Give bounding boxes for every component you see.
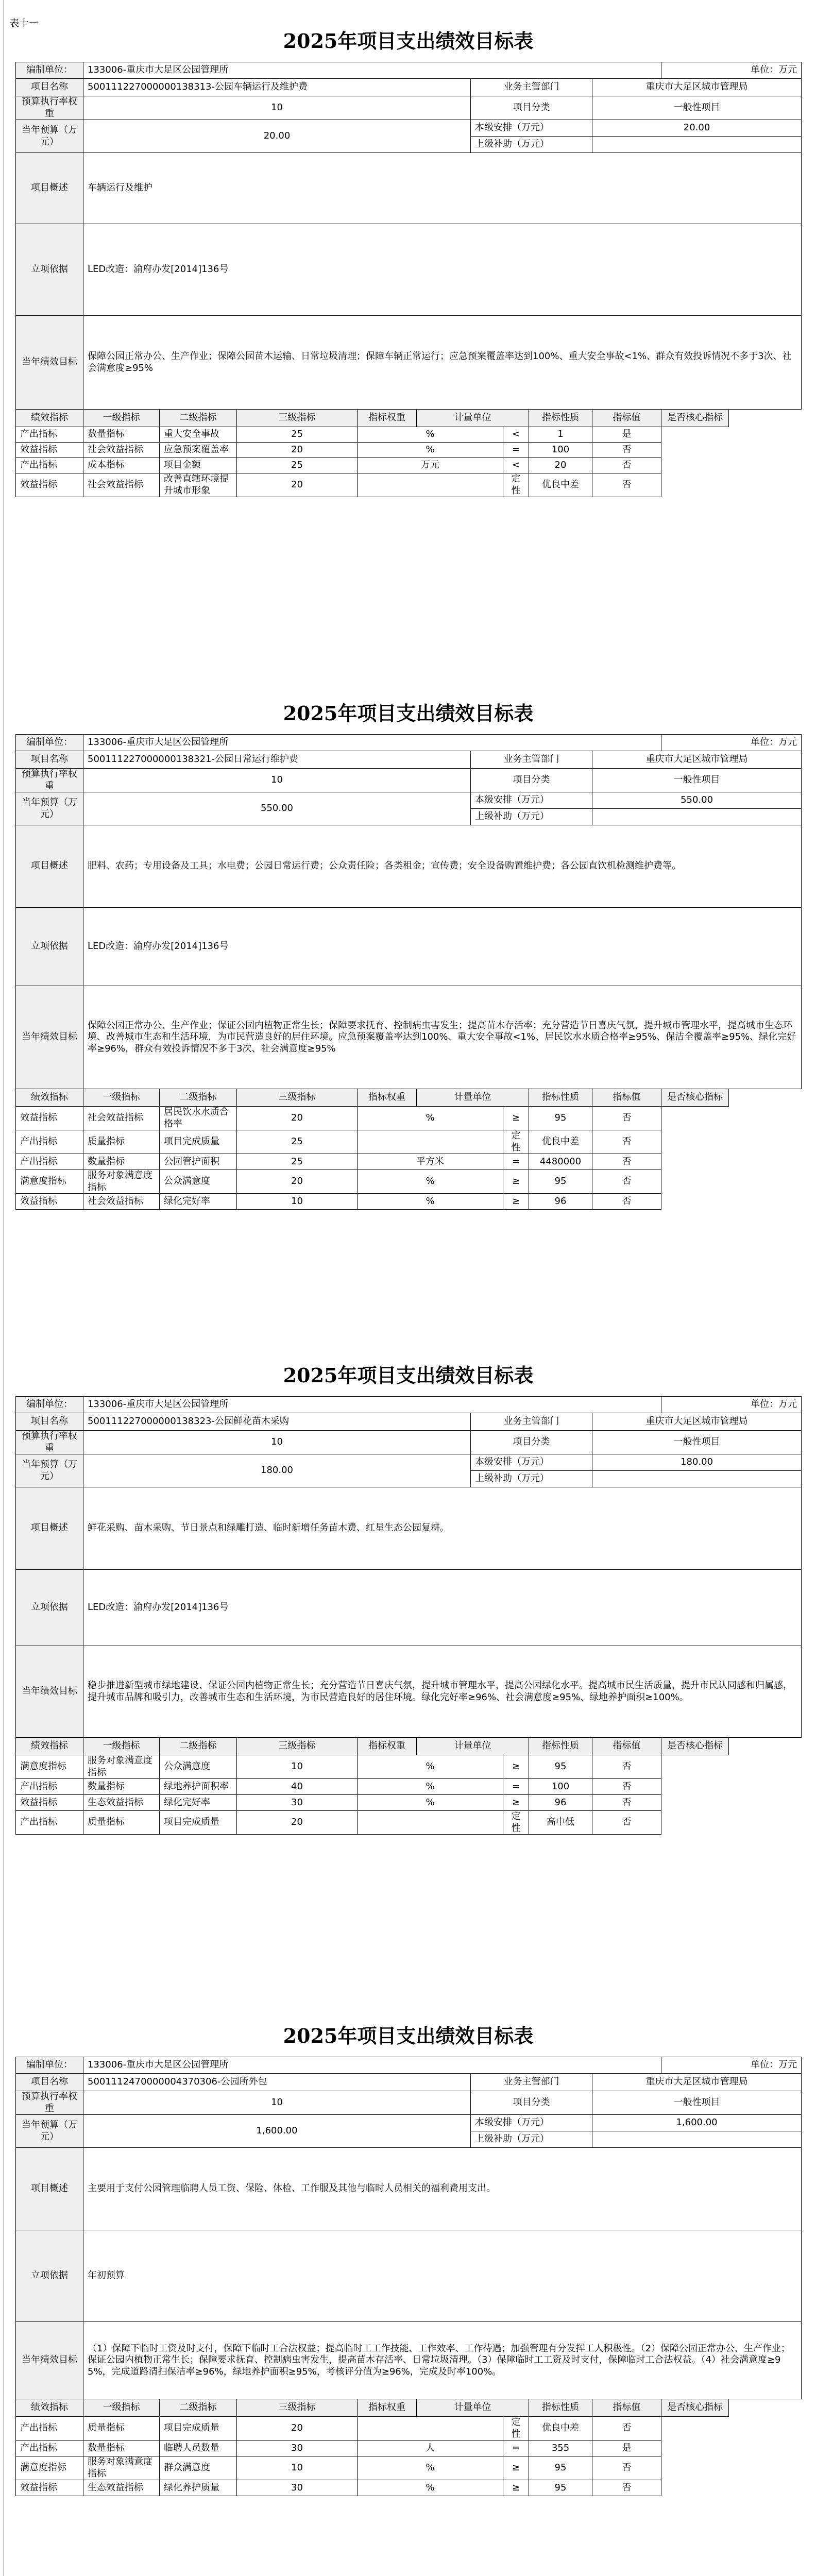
- indicator-nature: 定性: [503, 1130, 529, 1154]
- indicator-core: 否: [592, 1811, 661, 1835]
- header-nature: 指标性质: [529, 2399, 592, 2417]
- header-core: 是否核心指标: [661, 2399, 729, 2417]
- indicator-row: [16, 2417, 802, 2441]
- indicator-level3: 改善直辖环境提升城市形象: [160, 473, 237, 497]
- indicator-nature: <: [503, 427, 529, 443]
- basis-text: 年初预算: [83, 2230, 802, 2322]
- header-value: 指标值: [592, 2399, 661, 2417]
- indicator-measure-unit: %: [358, 1755, 503, 1779]
- indicator-level3: 居民饮水水质合格率: [160, 1107, 237, 1130]
- indicator-nature: ≥: [503, 1795, 529, 1811]
- indicator-row: [16, 1811, 802, 1835]
- indicator-weight: 20: [237, 443, 358, 458]
- budget-value: 180.00: [83, 1454, 471, 1487]
- indicator-weight: 25: [237, 458, 358, 473]
- bianzhi-label: 编制单位：: [16, 62, 83, 79]
- indicator-level1: 产出指标: [16, 1811, 83, 1835]
- indicator-value: 优良中差: [529, 1130, 592, 1154]
- dept-name: 重庆市大足区城市管理局: [592, 2074, 802, 2091]
- indicator-level2: 数量指标: [83, 2441, 160, 2456]
- indicator-measure-unit: 人: [358, 2441, 503, 2456]
- indicator-level2: 生态效益指标: [83, 1795, 160, 1811]
- bianzhi-label: 编制单位：: [16, 735, 83, 751]
- indicator-weight: 25: [237, 1154, 358, 1170]
- indicator-nature: =: [503, 1154, 529, 1170]
- bj-label: 本级安排（万元）: [471, 792, 592, 809]
- header-weight: 指标权重: [358, 1089, 417, 1107]
- indicator-level3: 临聘人员数量: [160, 2441, 237, 2456]
- performance-table: [15, 1396, 802, 1835]
- header-level3: 三级指标: [237, 1738, 358, 1755]
- indicator-nature: =: [503, 443, 529, 458]
- indicator-value: 95: [529, 2480, 592, 2496]
- overview-label: 项目概述: [16, 2148, 83, 2230]
- header-level2: 二级指标: [160, 2399, 237, 2417]
- indicator-level1: 产出指标: [16, 427, 83, 443]
- indicators-label: 绩效指标: [16, 2399, 83, 2417]
- indicator-weight: 10: [237, 1194, 358, 1210]
- indicator-level2: 质量指标: [83, 1130, 160, 1154]
- dept-name: 重庆市大足区城市管理局: [592, 79, 802, 96]
- indicator-level1: 效益指标: [16, 473, 83, 497]
- sheet-title: 2025年项目支出绩效目标表: [283, 702, 534, 725]
- header-level2: 二级指标: [160, 1738, 237, 1755]
- indicator-nature: ≥: [503, 2480, 529, 2496]
- sheet-title: 2025年项目支出绩效目标表: [283, 29, 534, 53]
- indicator-level2: 质量指标: [83, 1811, 160, 1835]
- indicator-level1: 效益指标: [16, 1107, 83, 1130]
- indicator-value: 95: [529, 2456, 592, 2480]
- indicator-row: [16, 2441, 802, 2456]
- indicator-nature: ≥: [503, 1107, 529, 1130]
- indicator-level1: 满意度指标: [16, 1170, 83, 1194]
- indicator-nature: ≥: [503, 1194, 529, 1210]
- indicator-row: [16, 2456, 802, 2480]
- indicators-label: 绩效指标: [16, 1738, 83, 1755]
- sj-value: [592, 1471, 802, 1487]
- indicator-measure-unit: %: [358, 1194, 503, 1210]
- header-level2: 二级指标: [160, 1089, 237, 1107]
- indicator-weight: 20: [237, 1170, 358, 1194]
- indicator-level2: 社会效益指标: [83, 1107, 160, 1130]
- bj-label: 本级安排（万元）: [471, 2115, 592, 2131]
- indicator-level3: 项目完成质量: [160, 1811, 237, 1835]
- header-measure-unit: 计量单位: [417, 1738, 529, 1755]
- sj-label: 上级补助（万元）: [471, 809, 592, 825]
- header-level3: 三级指标: [237, 410, 358, 427]
- header-weight: 指标权重: [358, 1738, 417, 1755]
- indicator-level1: 效益指标: [16, 1795, 83, 1811]
- indicator-measure-unit: %: [358, 1779, 503, 1795]
- indicator-level1: 产出指标: [16, 1779, 83, 1795]
- indicator-level2: 服务对象满意度指标: [83, 2456, 160, 2480]
- header-value: 指标值: [592, 1738, 661, 1755]
- header-level3: 三级指标: [237, 1089, 358, 1107]
- indicator-row: [16, 2480, 802, 2496]
- indicator-row: [16, 1154, 802, 1170]
- unit-name: 133006-重庆市大足区公园管理所: [83, 1397, 661, 1413]
- unit-name: 133006-重庆市大足区公园管理所: [83, 2057, 661, 2074]
- indicator-level3: 项目完成质量: [160, 2417, 237, 2441]
- indicator-level2: 质量指标: [83, 2417, 160, 2441]
- indicator-level1: 产出指标: [16, 1154, 83, 1170]
- goal-label: 当年绩效目标: [16, 986, 83, 1089]
- project-name: 500111227000000138323-公园鲜花苗木采购: [83, 1413, 471, 1431]
- indicator-core: 否: [592, 1107, 661, 1130]
- indicator-weight: 30: [237, 1795, 358, 1811]
- indicator-row: [16, 473, 802, 497]
- unit-name: 133006-重庆市大足区公园管理所: [83, 62, 661, 79]
- category-value: 一般性项目: [592, 2091, 802, 2115]
- header-nature: 指标性质: [529, 1738, 592, 1755]
- header-core: 是否核心指标: [661, 1089, 729, 1107]
- weight-value: 10: [83, 769, 471, 792]
- goal-text: 稳步推进新型城市绿地建设、保证公园内植物正常生长；充分营造节日喜庆气氛，提升城市管理水平，提高公园绿化水平。提高城市民生活质量，提升市民认同感和归属感，提升城市品牌和吸引力，改善城市生态和生活环境，为市民营造良好的居住环境。绿化完好率≥96%、社会满意度≥95%、绿地养护面积≥100%。: [83, 1646, 802, 1738]
- indicator-measure-unit: [358, 2417, 503, 2441]
- indicator-weight: 20: [237, 1811, 358, 1835]
- weight-value: 10: [83, 2091, 471, 2115]
- indicator-nature: 定性: [503, 2417, 529, 2441]
- indicator-measure-unit: 万元: [358, 458, 503, 473]
- sj-label: 上级补助（万元）: [471, 1471, 592, 1487]
- indicator-measure-unit: %: [358, 1107, 503, 1130]
- budget-value: 550.00: [83, 792, 471, 825]
- indicator-measure-unit: %: [358, 443, 503, 458]
- goal-label: 当年绩效目标: [16, 2322, 83, 2399]
- indicator-level1: 满意度指标: [16, 1755, 83, 1779]
- indicator-row: [16, 1755, 802, 1779]
- budget-value: 20.00: [83, 120, 471, 153]
- indicator-value: 95: [529, 1755, 592, 1779]
- header-core: 是否核心指标: [661, 410, 729, 427]
- indicator-level1: 产出指标: [16, 1130, 83, 1154]
- sj-value: [592, 809, 802, 825]
- budget-label: 当年预算（万元）: [16, 120, 83, 153]
- goal-label: 当年绩效目标: [16, 1646, 83, 1738]
- goal-text: 保障公园正常办公、生产作业；保障公园苗木运输、日常垃圾清理；保障车辆正常运行；应急预案覆盖率达到100%、重大安全事故<1%、群众有效投诉情况不多于3次、社会满意度≥95%: [83, 316, 802, 410]
- indicator-measure-unit: %: [358, 427, 503, 443]
- indicator-value: 4480000: [529, 1154, 592, 1170]
- bj-value: 180.00: [592, 1454, 802, 1471]
- project-name-label: 项目名称: [16, 751, 83, 769]
- money-unit: 单位：万元: [661, 1397, 802, 1413]
- indicator-row: [16, 443, 802, 458]
- page-label: 表十一: [9, 18, 39, 29]
- indicator-nature: 定性: [503, 473, 529, 497]
- indicator-weight: 40: [237, 1779, 358, 1795]
- money-unit: 单位：万元: [661, 735, 802, 751]
- indicator-measure-unit: %: [358, 2456, 503, 2480]
- weight-value: 10: [83, 96, 471, 120]
- dept-label: 业务主管部门: [471, 79, 592, 96]
- indicator-core: 否: [592, 2456, 661, 2480]
- header-core: 是否核心指标: [661, 1738, 729, 1755]
- header-level3: 三级指标: [237, 2399, 358, 2417]
- overview-text: 车辆运行及维护: [83, 153, 802, 224]
- indicator-core: 否: [592, 443, 661, 458]
- overview-text: 鲜花采购、苗木采购、节日景点和绿雕打造、临时新增任务苗木费、红星生态公园复耕。: [83, 1487, 802, 1570]
- bianzhi-label: 编制单位：: [16, 2057, 83, 2074]
- budget-label: 当年预算（万元）: [16, 1454, 83, 1487]
- indicator-core: 否: [592, 1779, 661, 1795]
- indicator-level2: 生态效益指标: [83, 2480, 160, 2496]
- indicator-level2: 社会效益指标: [83, 473, 160, 497]
- indicator-level1: 效益指标: [16, 2480, 83, 2496]
- indicator-nature: <: [503, 458, 529, 473]
- indicator-value: 100: [529, 1779, 592, 1795]
- basis-label: 立项依据: [16, 1570, 83, 1646]
- indicator-level3: 群众满意度: [160, 2456, 237, 2480]
- indicator-weight: 25: [237, 1130, 358, 1154]
- basis-label: 立项依据: [16, 908, 83, 986]
- indicator-value: 95: [529, 1107, 592, 1130]
- indicator-core: 否: [592, 1755, 661, 1779]
- goal-text: （1）保障下临时工资及时支付，保障下临时工合法权益；提高临时工工作技能、工作效率、工作待遇；加强管理有分发挥工人积极性。（2）保障公园正常办公、生产作业；保证公园内植物正常生长；保障要求抚育、控制病虫害发生，提高苗木存活率、日常垃圾清理。（3）保障临时工工资及时支付，保障临时工合法权益。（4）社会满意度≥95%，完成道路清扫保洁率≥96%，绿地养护面积≥95%，考核评分值为≥96%，完成及时率100%。: [83, 2322, 802, 2399]
- indicator-nature: =: [503, 2441, 529, 2456]
- indicator-weight: 10: [237, 1755, 358, 1779]
- indicator-level3: 绿化完好率: [160, 1795, 237, 1811]
- indicator-level2: 数量指标: [83, 1779, 160, 1795]
- money-unit: 单位：万元: [661, 2057, 802, 2074]
- header-level1: 一级指标: [83, 1738, 160, 1755]
- indicator-measure-unit: %: [358, 1170, 503, 1194]
- indicator-value: 96: [529, 1194, 592, 1210]
- bj-label: 本级安排（万元）: [471, 120, 592, 137]
- indicator-level3: 公众满意度: [160, 1755, 237, 1779]
- header-value: 指标值: [592, 1089, 661, 1107]
- indicator-level3: 绿化养护质量: [160, 2480, 237, 2496]
- indicator-core: 否: [592, 1154, 661, 1170]
- indicator-core: 否: [592, 1130, 661, 1154]
- weight-label: 预算执行率权重: [16, 2091, 83, 2115]
- bj-value: 550.00: [592, 792, 802, 809]
- bj-value: 1,600.00: [592, 2115, 802, 2131]
- overview-label: 项目概述: [16, 1487, 83, 1570]
- goal-text: 保障公园正常办公、生产作业；保证公园内植物正常生长；保障要求抚育、控制病虫害发生；提高苗木存活率；充分营造节日喜庆气氛，提升城市管理水平，提高城市生态环境、改善城市生态和生活环境，为市民营造良好的居住环境。应急预案覆盖率达到100%、重大安全事故<1%、居民饮水水质合格率≥95%、保洁全覆盖率≥95%、绿化完好率≥96%，群众有效投诉情况不多于3次、社会满意度≥95%: [83, 986, 802, 1089]
- dept-name: 重庆市大足区城市管理局: [592, 1413, 802, 1431]
- indicator-measure-unit: [358, 1811, 503, 1835]
- basis-label: 立项依据: [16, 224, 83, 316]
- indicator-row: [16, 458, 802, 473]
- indicator-row: [16, 1779, 802, 1795]
- indicator-measure-unit: %: [358, 2480, 503, 2496]
- sj-value: [592, 137, 802, 153]
- indicators-label: 绩效指标: [16, 410, 83, 427]
- indicator-core: 是: [592, 427, 661, 443]
- basis-label: 立项依据: [16, 2230, 83, 2322]
- indicator-measure-unit: [358, 473, 503, 497]
- basis-text: LED改造：渝府办发[2014]136号: [83, 908, 802, 986]
- indicator-nature: ≥: [503, 1170, 529, 1194]
- indicator-nature: 定性: [503, 1811, 529, 1835]
- category-label: 项目分类: [471, 769, 592, 792]
- budget-label: 当年预算（万元）: [16, 2115, 83, 2148]
- indicator-core: 否: [592, 2480, 661, 2496]
- indicator-level1: 产出指标: [16, 2417, 83, 2441]
- project-name-label: 项目名称: [16, 2074, 83, 2091]
- performance-table: [15, 734, 802, 1210]
- indicator-level2: 成本指标: [83, 458, 160, 473]
- overview-label: 项目概述: [16, 153, 83, 224]
- overview-text: 肥料、农药；专用设备及工具；水电费；公园日常运行费；公众责任险；各类租金；宣传费；安全设备购置维护费；各公园直饮机检测维护费等。: [83, 825, 802, 908]
- header-nature: 指标性质: [529, 1089, 592, 1107]
- indicator-level3: 项目完成质量: [160, 1130, 237, 1154]
- sheet-title: 2025年项目支出绩效目标表: [283, 1364, 534, 1387]
- indicator-level1: 产出指标: [16, 2441, 83, 2456]
- indicator-weight: 30: [237, 2480, 358, 2496]
- header-measure-unit: 计量单位: [417, 410, 529, 427]
- indicator-row: [16, 1107, 802, 1130]
- performance-sheet: [15, 693, 801, 1210]
- indicator-core: 否: [592, 458, 661, 473]
- indicator-value: 96: [529, 1795, 592, 1811]
- money-unit: 单位：万元: [661, 62, 802, 79]
- indicator-row: [16, 427, 802, 443]
- performance-table: [15, 2057, 802, 2496]
- sj-label: 上级补助（万元）: [471, 2131, 592, 2148]
- indicator-core: 否: [592, 473, 661, 497]
- indicator-level2: 数量指标: [83, 427, 160, 443]
- indicator-level1: 效益指标: [16, 1194, 83, 1210]
- indicator-core: 否: [592, 1170, 661, 1194]
- indicator-nature: ≥: [503, 2456, 529, 2480]
- performance-table: [15, 62, 802, 497]
- indicator-value: 95: [529, 1170, 592, 1194]
- project-name-label: 项目名称: [16, 1413, 83, 1431]
- indicator-level2: 服务对象满意度指标: [83, 1170, 160, 1194]
- header-level2: 二级指标: [160, 410, 237, 427]
- indicator-row: [16, 1170, 802, 1194]
- category-value: 一般性项目: [592, 769, 802, 792]
- indicator-value: 优良中差: [529, 2417, 592, 2441]
- indicator-level1: 效益指标: [16, 443, 83, 458]
- indicator-row: [16, 1795, 802, 1811]
- header-level1: 一级指标: [83, 410, 160, 427]
- header-measure-unit: 计量单位: [417, 2399, 529, 2417]
- indicators-label: 绩效指标: [16, 1089, 83, 1107]
- indicator-level2: 社会效益指标: [83, 443, 160, 458]
- indicator-core: 否: [592, 1194, 661, 1210]
- indicator-measure-unit: [358, 1130, 503, 1154]
- category-label: 项目分类: [471, 96, 592, 120]
- indicator-level2: 社会效益指标: [83, 1194, 160, 1210]
- performance-sheet: [15, 1355, 801, 1835]
- indicator-value: 100: [529, 443, 592, 458]
- dept-label: 业务主管部门: [471, 2074, 592, 2091]
- bianzhi-label: 编制单位：: [16, 1397, 83, 1413]
- weight-label: 预算执行率权重: [16, 1431, 83, 1454]
- indicator-value: 1: [529, 427, 592, 443]
- indicator-level3: 项目金额: [160, 458, 237, 473]
- performance-sheet: [15, 2015, 801, 2496]
- sj-value: [592, 2131, 802, 2148]
- page-edge: [3, 0, 4, 2576]
- weight-value: 10: [83, 1431, 471, 1454]
- indicator-value: 高中低: [529, 1811, 592, 1835]
- project-name: 500111227000000138321-公园日常运行维护费: [83, 751, 471, 769]
- indicator-level3: 公众满意度: [160, 1170, 237, 1194]
- indicator-value: 优良中差: [529, 473, 592, 497]
- weight-label: 预算执行率权重: [16, 769, 83, 792]
- category-label: 项目分类: [471, 2091, 592, 2115]
- indicator-level2: 数量指标: [83, 1154, 160, 1170]
- indicator-weight: 20: [237, 473, 358, 497]
- indicator-measure-unit: %: [358, 1795, 503, 1811]
- header-weight: 指标权重: [358, 410, 417, 427]
- header-level1: 一级指标: [83, 1089, 160, 1107]
- indicator-weight: 10: [237, 2456, 358, 2480]
- indicator-nature: ≥: [503, 1755, 529, 1779]
- indicator-core: 否: [592, 1795, 661, 1811]
- unit-name: 133006-重庆市大足区公园管理所: [83, 735, 661, 751]
- indicator-weight: 30: [237, 2441, 358, 2456]
- sheet-title: 2025年项目支出绩效目标表: [283, 2024, 534, 2047]
- indicator-weight: 20: [237, 1107, 358, 1130]
- indicator-level3: 绿地养护面积率: [160, 1779, 237, 1795]
- indicator-value: 20: [529, 458, 592, 473]
- indicator-weight: 20: [237, 2417, 358, 2441]
- budget-value: 1,600.00: [83, 2115, 471, 2148]
- indicator-nature: =: [503, 1779, 529, 1795]
- indicator-level1: 产出指标: [16, 458, 83, 473]
- category-label: 项目分类: [471, 1431, 592, 1454]
- header-level1: 一级指标: [83, 2399, 160, 2417]
- indicator-level2: 服务对象满意度指标: [83, 1755, 160, 1779]
- dept-name: 重庆市大足区城市管理局: [592, 751, 802, 769]
- project-name: 500111227000000138313-公园车辆运行及维护费: [83, 79, 471, 96]
- header-measure-unit: 计量单位: [417, 1089, 529, 1107]
- basis-text: LED改造：渝府办发[2014]136号: [83, 1570, 802, 1646]
- header-value: 指标值: [592, 410, 661, 427]
- indicator-level1: 满意度指标: [16, 2456, 83, 2480]
- dept-label: 业务主管部门: [471, 1413, 592, 1431]
- indicator-core: 否: [592, 2417, 661, 2441]
- basis-text: LED改造：渝府办发[2014]136号: [83, 224, 802, 316]
- overview-text: 主要用于支付公园管理临聘人员工资、保险、体检、工作服及其他与临时人员相关的福利费用支出。: [83, 2148, 802, 2230]
- bj-value: 20.00: [592, 120, 802, 137]
- header-weight: 指标权重: [358, 2399, 417, 2417]
- goal-label: 当年绩效目标: [16, 316, 83, 410]
- indicator-row: [16, 1194, 802, 1210]
- bj-label: 本级安排（万元）: [471, 1454, 592, 1471]
- indicator-weight: 25: [237, 427, 358, 443]
- performance-sheet: [15, 21, 801, 497]
- indicator-measure-unit: 平方米: [358, 1154, 503, 1170]
- budget-label: 当年预算（万元）: [16, 792, 83, 825]
- indicator-value: 355: [529, 2441, 592, 2456]
- header-nature: 指标性质: [529, 410, 592, 427]
- weight-label: 预算执行率权重: [16, 96, 83, 120]
- project-name-label: 项目名称: [16, 79, 83, 96]
- indicator-row: [16, 1130, 802, 1154]
- dept-label: 业务主管部门: [471, 751, 592, 769]
- category-value: 一般性项目: [592, 96, 802, 120]
- indicator-level3: 应急预案覆盖率: [160, 443, 237, 458]
- category-value: 一般性项目: [592, 1431, 802, 1454]
- sj-label: 上级补助（万元）: [471, 137, 592, 153]
- indicator-level3: 公园管护面积: [160, 1154, 237, 1170]
- indicator-level3: 绿化完好率: [160, 1194, 237, 1210]
- indicator-core: 是: [592, 2441, 661, 2456]
- overview-label: 项目概述: [16, 825, 83, 908]
- project-name: 500111247000000437030​6-公园所外包: [83, 2074, 471, 2091]
- indicator-level3: 重大安全事故: [160, 427, 237, 443]
